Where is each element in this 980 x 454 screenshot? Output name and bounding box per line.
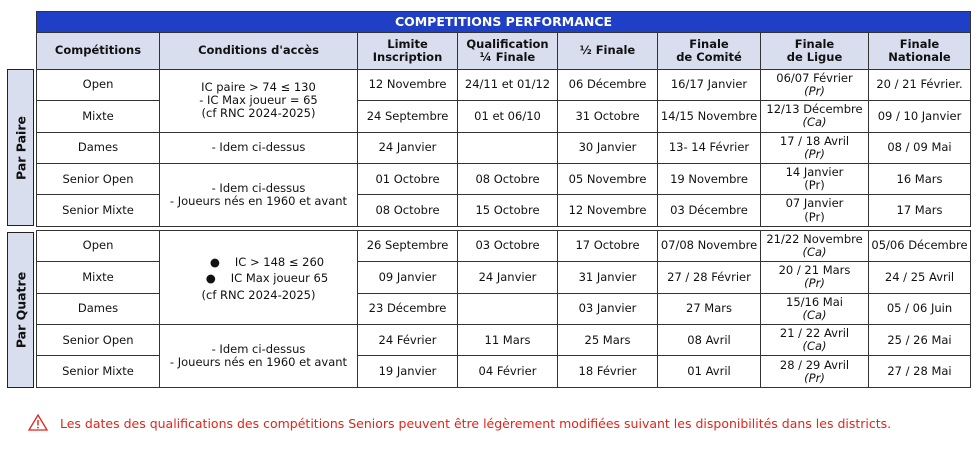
cell-demi-finale: 03 Janvier [558,293,658,324]
cell-limite: 12 Novembre [358,69,458,100]
cell-limite: 09 Janvier [358,262,458,293]
cell-limite: 23 Décembre [358,293,458,324]
cell-finale-ligue: 12/13 Décembre (Ca) [761,101,869,132]
cell-qualification: 15 Octobre [458,195,558,226]
cell-finale-ligue: 06/07 Février (Pr) [761,69,869,100]
cell-finale-comite: 14/15 Novembre [658,101,761,132]
cell-finale-ligue: 21 / 22 Avril (Ca) [761,325,869,356]
cell-competition: Dames [37,132,160,163]
cell-limite: 26 Septembre [358,230,458,261]
cell-finale-comite: 27 Mars [658,293,761,324]
cell-conditions: - Idem ci-dessus - Joueurs nés en 1960 et avant [160,325,358,388]
cell-limite: 01 Octobre [358,163,458,194]
note-text: Les dates des qualifications des compétitions Seniors peuvent être légèrement modifiées suivant les disponibilités dans les districts. [59,416,892,431]
cell-demi-finale: 25 Mars [558,325,658,356]
header-demi-finale: ½ Finale [558,33,658,69]
cell-finale-nationale: 25 / 26 Mai [869,325,971,356]
cell-qualification: 04 Février [458,356,558,388]
cell-finale-nationale: 05/06 Décembre [869,230,971,261]
group-label-quatre-text: Par Quatre [13,271,28,349]
header-finale-comite: Finale de Comité [658,33,761,69]
cell-finale-nationale: 17 Mars [869,195,971,226]
cell-limite: 24 Février [358,325,458,356]
cell-finale-comite: 01 Avril [658,356,761,388]
cell-finale-comite: 03 Décembre [658,195,761,226]
table-title: COMPETITIONS PERFORMANCE [37,12,971,33]
cell-demi-finale: 31 Janvier [558,262,658,293]
cell-demi-finale: 17 Octobre [558,230,658,261]
cell-qualification: 01 et 06/10 [458,101,558,132]
group-label-paire-text: Par Paire [13,115,28,180]
cell-finale-comite: 16/17 Janvier [658,69,761,100]
cell-demi-finale: 18 Février [558,356,658,388]
table-row [37,325,971,356]
header-qualification: Qualification ¼ Finale [458,33,558,69]
cell-qualification: 24 Janvier [458,262,558,293]
cell-finale-nationale: 27 / 28 Mai [869,356,971,388]
cell-qualification: 03 Octobre [458,230,558,261]
cell-qualification [458,293,558,324]
cell-competition: Open [37,69,160,100]
cell-finale-nationale: 16 Mars [869,163,971,194]
cell-conditions: IC paire > 74 ≤ 130 - IC Max joueur = 65 (cf RNC 2024-2025) [160,69,358,132]
cell-competition: Senior Open [37,163,160,194]
cell-finale-comite: 07/08 Novembre [658,230,761,261]
cell-conditions: - Idem ci-dessus [160,132,358,163]
header-limite: Limite Inscription [358,33,458,69]
cell-finale-ligue: 20 / 21 Mars (Pr) [761,262,869,293]
header-conditions: Conditions d'accès [160,33,358,69]
cell-finale-ligue: 15/16 Mai (Ca) [761,293,869,324]
cell-finale-ligue: 14 Janvier (Pr) [761,163,869,194]
cell-finale-ligue: 21/22 Novembre (Ca) [761,230,869,261]
cell-demi-finale: 31 Octobre [558,101,658,132]
cell-competition: Mixte [37,262,160,293]
cell-competition: Mixte [37,101,160,132]
cell-finale-nationale: 05 / 06 Juin [869,293,971,324]
cell-finale-comite: 08 Avril [658,325,761,356]
cell-finale-nationale: 24 / 25 Avril [869,262,971,293]
cell-competition: Senior Mixte [37,195,160,226]
cell-finale-ligue: 07 Janvier (Pr) [761,195,869,226]
seniors-dates-note [28,414,891,431]
cell-demi-finale: 06 Décembre [558,69,658,100]
cell-competition: Open [37,230,160,261]
cell-competition: Dames [37,293,160,324]
header-finale-nationale: Finale Nationale [869,33,971,69]
cell-demi-finale: 12 Novembre [558,195,658,226]
cell-competition: Senior Mixte [37,356,160,388]
cell-finale-comite: 27 / 28 Février [658,262,761,293]
cell-finale-comite: 13- 14 Février [658,132,761,163]
table-row [37,230,971,261]
cell-conditions: - Idem ci-dessus - Joueurs nés en 1960 et avant [160,163,358,226]
cell-finale-comite: 19 Novembre [658,163,761,194]
table-row [37,69,971,100]
cell-qualification: 11 Mars [458,325,558,356]
table-row [37,163,971,194]
cell-finale-nationale: 20 / 21 Février. [869,69,971,100]
cell-demi-finale: 05 Novembre [558,163,658,194]
cell-limite: 24 Janvier [358,132,458,163]
table-row [37,132,971,163]
warning-triangle-icon [28,416,60,431]
header-finale-ligue: Finale de Ligue [761,33,869,69]
cell-demi-finale: 30 Janvier [558,132,658,163]
cell-finale-ligue: 17 / 18 Avril (Pr) [761,132,869,163]
cell-finale-ligue: 28 / 29 Avril (Pr) [761,356,869,388]
cell-limite: 19 Janvier [358,356,458,388]
cell-qualification [458,132,558,163]
header-competitions: Compétitions [37,33,160,69]
cell-limite: 08 Octobre [358,195,458,226]
cell-conditions: ● IC > 148 ≤ 260 ● IC Max joueur 65 (cf RNC 2024-2025) [160,230,358,324]
group-label-quatre [7,232,34,388]
cell-finale-nationale: 08 / 09 Mai [869,132,971,163]
cell-qualification: 24/11 et 01/12 [458,69,558,100]
cell-limite: 24 Septembre [358,101,458,132]
cell-qualification: 08 Octobre [458,163,558,194]
competitions-table [36,11,971,388]
group-label-paire [7,69,34,226]
cell-finale-nationale: 09 / 10 Janvier [869,101,971,132]
cell-competition: Senior Open [37,325,160,356]
